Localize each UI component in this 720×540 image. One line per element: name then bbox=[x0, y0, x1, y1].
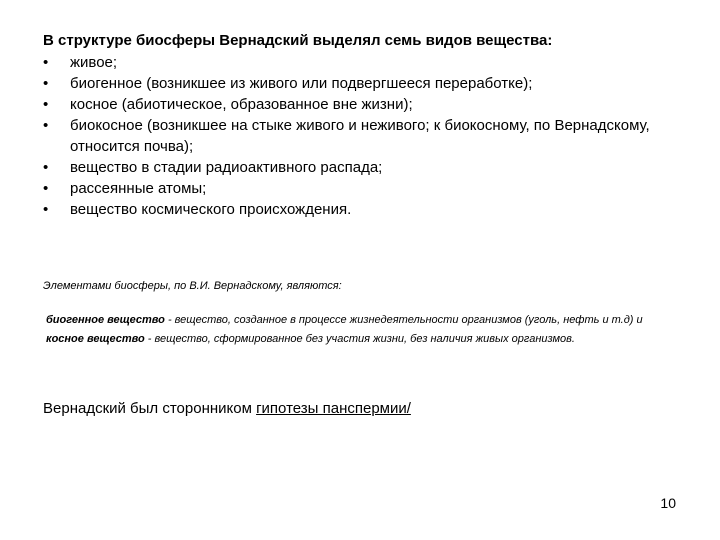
definition-term: косное вещество bbox=[46, 333, 145, 345]
bullet-icon: • bbox=[43, 96, 49, 113]
list-item bbox=[43, 178, 663, 199]
list-item bbox=[43, 199, 663, 220]
slide-heading: В структуре биосферы Вернадский выделял семь видов вещества: bbox=[43, 32, 553, 49]
closing-statement bbox=[43, 399, 411, 419]
elements-intro: Элементами биосферы, по В.И. Вернадскому, являются: bbox=[43, 280, 342, 292]
definition-biogenic bbox=[46, 313, 686, 327]
list-item-text: биокосное (возникшее на стыке живого и неживого; к биокосному, по Вернадскому, относится почва); bbox=[70, 117, 650, 155]
definition-inert bbox=[46, 332, 686, 346]
list-item bbox=[43, 73, 663, 94]
list-item bbox=[43, 52, 663, 73]
panspermia-link[interactable]: гипотезы панспермии/ bbox=[256, 400, 411, 417]
bullet-icon: • bbox=[43, 117, 49, 134]
definition-term: биогенное вещество bbox=[46, 314, 165, 326]
matter-types-list bbox=[43, 52, 663, 220]
list-item-text: рассеянные атомы; bbox=[70, 180, 207, 197]
closing-prefix: Вернадский был сторонником bbox=[43, 400, 257, 417]
bullet-icon: • bbox=[43, 201, 49, 218]
list-item bbox=[43, 157, 663, 178]
list-item-text: вещество в стадии радиоактивного распада; bbox=[70, 159, 383, 176]
list-item-text: живое; bbox=[70, 54, 118, 71]
list-item bbox=[43, 94, 663, 115]
list-item bbox=[43, 115, 663, 157]
definitions bbox=[46, 313, 686, 346]
list-item-text: косное (абиотическое, образованное вне жизни); bbox=[70, 96, 413, 113]
bullet-icon: • bbox=[43, 54, 49, 71]
definition-text: - вещество, сформированное без участия жизни, без наличия живых организмов. bbox=[144, 333, 575, 345]
bullet-icon: • bbox=[43, 159, 49, 176]
list-item-text: вещество космического происхождения. bbox=[70, 201, 352, 218]
definition-text: - вещество, созданное в процессе жизнедеятельности организмов (уголь, нефть и т.д) и bbox=[164, 314, 643, 326]
bullet-icon: • bbox=[43, 180, 49, 197]
page-number: 10 bbox=[660, 495, 676, 511]
list-item-text: биогенное (возникшее из живого или подвергшееся переработке); bbox=[70, 75, 533, 92]
bullet-icon: • bbox=[43, 75, 49, 92]
